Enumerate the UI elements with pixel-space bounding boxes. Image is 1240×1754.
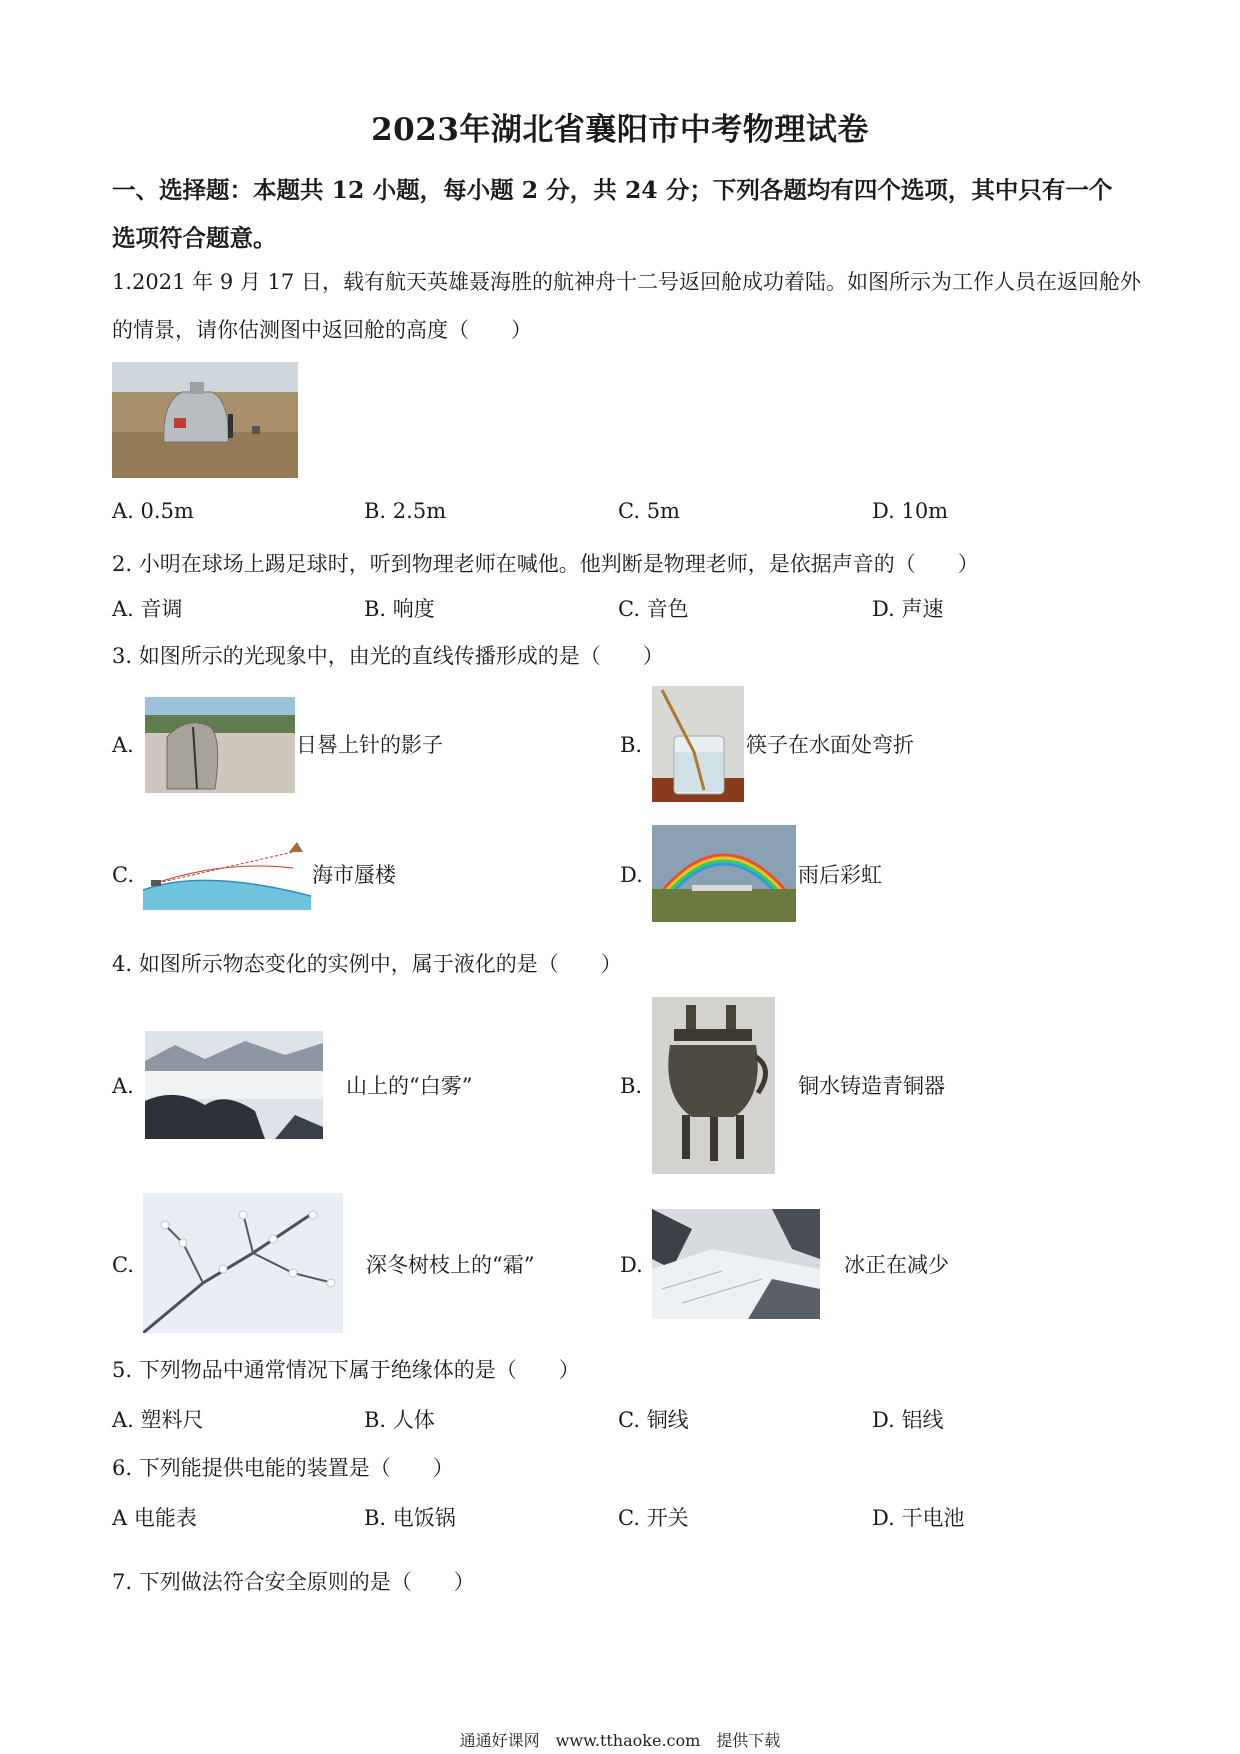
q1-option-d[interactable]: D. 10m [872,499,949,523]
q3-option-c-letter[interactable]: C. [112,863,134,887]
q2-option-b[interactable]: B. 响度 [364,597,435,621]
q5-option-c[interactable]: C. 铜线 [618,1408,689,1432]
question-6: 6. 下列能提供电能的装置是（ ） [112,1456,454,1480]
q3-option-c-text[interactable]: 海市蜃楼 [312,863,396,887]
section-heading: 一、选择题：本题共 12 小题，每小题 2 分，共 24 分；下列各题均有四个选项，其中只有一个选项符合题意。 [112,176,1113,252]
q2-option-d[interactable]: D. 声速 [872,597,944,621]
bronze-vessel-photo-icon [652,997,775,1174]
q3-option-d-text[interactable]: 雨后彩虹 [798,863,882,887]
rainbow-photo-icon [652,825,796,922]
sundial-photo-icon [145,697,295,793]
q6-option-c[interactable]: C. 开关 [618,1506,689,1530]
q1-option-a[interactable]: A. 0.5m [112,499,194,523]
q3-option-a-letter[interactable]: A. [112,733,134,757]
mountain-fog-photo-icon [145,1031,323,1139]
q4-option-b-letter[interactable]: B. [620,1074,643,1098]
question-2: 2. 小明在球场上踢足球时，听到物理老师在喊他。他判断是物理老师，是依据声音的（ ） [112,552,979,576]
q5-option-d[interactable]: D. 铝线 [872,1408,944,1432]
q3-option-d-letter[interactable]: D. [620,863,643,887]
chopstick-in-water-photo-icon [652,686,744,802]
mirage-diagram-icon [143,838,311,910]
q1-option-b[interactable]: B. 2.5m [364,499,447,523]
q4-option-d-letter[interactable]: D. [620,1253,643,1277]
q6-option-a[interactable]: A 电能表 [112,1506,197,1530]
q4-option-b-text[interactable]: 铜水铸造青铜器 [798,1074,945,1098]
q4-option-a-letter[interactable]: A. [112,1074,134,1098]
question-text: 2021 年 9 月 17 日，载有航天英雄聂海胜的航神舟十二号返回舱成功着陆。如图所示为工作人员在返回舱外的情景，请你估测图中返回舱的高度（ ） [112,270,1141,342]
return-capsule-photo-icon [112,362,298,478]
q6-option-b[interactable]: B. 电饭锅 [364,1506,456,1530]
q6-option-d[interactable]: D. 干电池 [872,1506,965,1530]
page-footer: 通通好课网 www.tthaoke.com 提供下载 [459,1731,781,1750]
question-3: 3. 如图所示的光现象中，由光的直线传播形成的是（ ） [112,644,664,668]
page-title: 2023年湖北省襄阳市中考物理试卷 [371,112,869,148]
q3-option-a-text[interactable]: 日晷上针的影子 [296,733,443,757]
q5-option-a[interactable]: A. 塑料尺 [112,1408,204,1432]
frost-branch-photo-icon [143,1193,343,1333]
question-1 [112,258,1142,354]
q4-option-d-text[interactable]: 冰正在减少 [844,1253,949,1277]
q1-option-c[interactable]: C. 5m [618,499,680,523]
q4-option-c-letter[interactable]: C. [112,1253,134,1277]
question-number: 1. [112,270,133,294]
q4-option-a-text[interactable]: 山上的“白雾” [346,1074,473,1098]
question-5: 5. 下列物品中通常情况下属于绝缘体的是（ ） [112,1358,580,1382]
q5-option-b[interactable]: B. 人体 [364,1408,435,1432]
q2-option-a[interactable]: A. 音调 [112,597,183,621]
q4-option-c-text[interactable]: 深冬树枝上的“霜” [366,1253,535,1277]
question-4: 4. 如图所示物态变化的实例中，属于液化的是（ ） [112,952,622,976]
q2-option-c[interactable]: C. 音色 [618,597,689,621]
question-7: 7. 下列做法符合安全原则的是（ ） [112,1570,475,1594]
glacier-photo-icon [652,1209,820,1319]
q3-option-b-text[interactable]: 筷子在水面处弯折 [746,733,914,757]
q3-option-b-letter[interactable]: B. [620,733,643,757]
